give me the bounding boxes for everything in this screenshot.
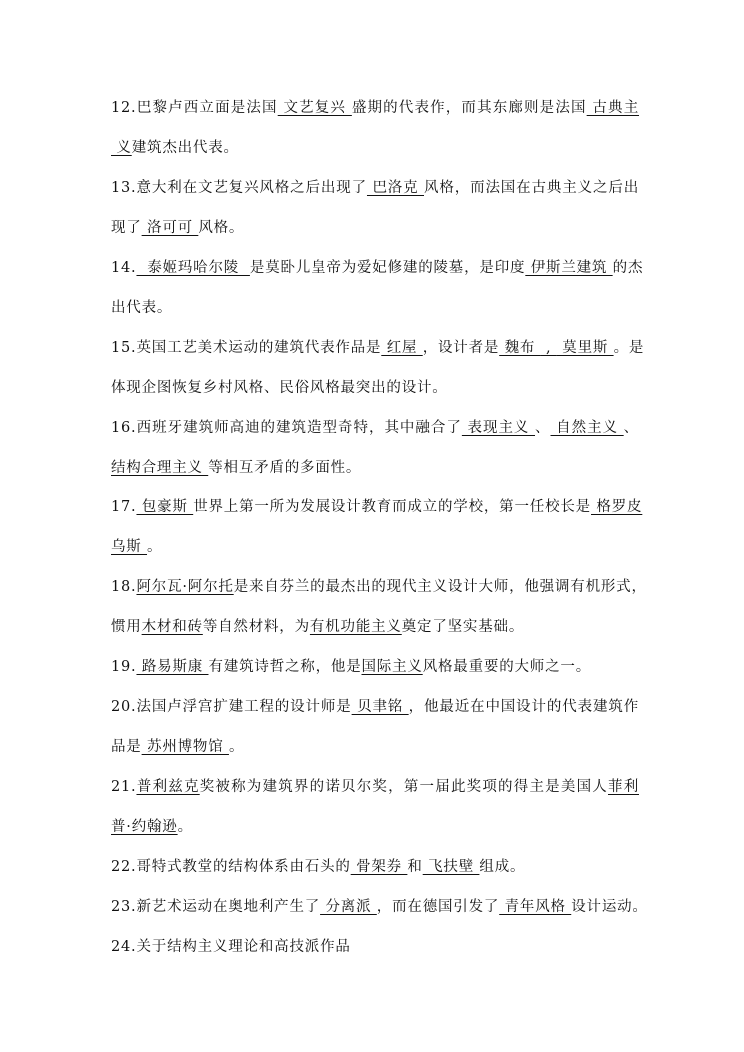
answer-blank: 普利兹克: [136, 779, 200, 795]
answer-blank: 伊斯兰建筑: [525, 260, 613, 276]
answer-blank: 结构合理主义: [111, 460, 209, 476]
question-text: ，而在德国引发了: [376, 899, 500, 915]
answer-blank: 苏州博物馆: [141, 739, 229, 755]
question-number: 22.: [111, 859, 137, 875]
question-number: 21.: [111, 779, 137, 795]
answer-blank: 阿尔瓦·阿尔托: [136, 579, 234, 595]
question-text: 关于结构主义理论和高技派作品: [136, 939, 351, 955]
answer-blank: 普·约翰逊: [111, 819, 178, 835]
q21-line-2: [111, 817, 639, 837]
question-text: 是莫卧儿皇帝为爱妃修建的陵墓，是印度: [249, 260, 526, 276]
question-text: 英国工艺美术运动的建筑代表作品是: [136, 340, 382, 356]
q17-line-2: [111, 537, 639, 557]
question-text: 。是: [613, 340, 645, 356]
answer-blank: 文艺复兴: [277, 100, 352, 116]
question-number: 20.: [111, 699, 137, 715]
q14-line-2: [111, 298, 639, 318]
question-text: 等自然材料，为: [202, 619, 310, 635]
q20-line-2: [111, 737, 639, 757]
answer-separator: 、: [535, 420, 551, 436]
question-text: 等相互矛盾的多面性。: [208, 460, 362, 476]
question-text: 和: [407, 859, 423, 875]
question-text: 组成。: [479, 859, 526, 875]
q13-line-2: [111, 218, 639, 238]
question-number: 24.: [111, 939, 137, 955]
question-text: ，他最近在中国设计的代表建筑作: [408, 699, 640, 715]
answer-blank: 莫里斯: [556, 340, 614, 356]
answer-blank: 洛可可: [141, 220, 199, 236]
question-text: 哥特式教堂的结构体系由石头的: [136, 859, 351, 875]
answer-blank: 义: [111, 140, 132, 156]
answer-blank: 巴洛克: [366, 180, 424, 196]
q18-line-2: [111, 617, 639, 637]
question-text: 风格，而法国在古典主义之后出: [424, 180, 640, 196]
question-number: 17.: [111, 499, 137, 515]
question-text: 法国卢浮宫扩建工程的设计师是: [136, 699, 352, 715]
answer-blank: 有机功能主义: [309, 619, 402, 635]
q23-line-1: [111, 897, 648, 917]
question-text: 建筑杰出代表。: [131, 140, 239, 156]
question-text: 惯用: [111, 619, 142, 635]
question-text: 世界上第一所为发展设计教育而成立的学校，第一任校长是: [193, 499, 591, 515]
answer-blank: 古典主: [586, 100, 640, 116]
question-number: 15.: [111, 340, 137, 356]
question-text: 。: [147, 539, 163, 555]
q16-line-2: [111, 458, 639, 478]
question-text: 出代表。: [111, 300, 173, 316]
q12-line-2: [111, 138, 639, 158]
answer-blank: 木材和砖: [141, 619, 203, 635]
q20-line-1: [111, 697, 639, 717]
question-text: 奠定了坚实基础。: [401, 619, 525, 635]
question-text: 盛期的代表作，而其东廊则是法国: [351, 100, 587, 116]
answer-blank: 魏布: [499, 340, 541, 356]
question-text: 体现企图恢复乡村风格、民俗风格最突出的设计。: [111, 380, 448, 396]
answer-blank: 泰姬玛哈尔陵: [136, 260, 250, 276]
q12-line-1: [111, 98, 639, 118]
q15-line-1: [111, 338, 645, 358]
answer-blank: 格罗皮: [591, 499, 643, 515]
answer-blank: 分离派: [320, 899, 377, 915]
q16-line-1: [111, 418, 639, 438]
answer-blank: 乌斯: [111, 539, 148, 555]
answer-blank: 青年风格: [499, 899, 572, 915]
answer-separator: ,: [540, 340, 557, 356]
question-text: ，设计者是: [422, 340, 500, 356]
question-text: 的杰: [612, 260, 644, 276]
question-number: 16.: [111, 420, 137, 436]
question-number: 12.: [111, 100, 137, 116]
answer-blank: 骨架券: [350, 859, 408, 875]
answer-blank: 表现主义: [461, 420, 536, 436]
question-text: 巴黎卢西立面是法国: [136, 100, 278, 116]
answer-blank: 包豪斯: [136, 499, 194, 515]
question-text: 现了: [111, 220, 142, 236]
question-text: 风格最重要的大师之一。: [422, 659, 592, 675]
question-text: 有建筑诗哲之称，他是: [208, 659, 362, 675]
question-text: 。: [228, 739, 245, 755]
question-text: 奖被称为建筑界的诺贝尔奖，第一届此奖项的得主是美国人: [199, 779, 608, 795]
question-number: 14.: [111, 260, 137, 276]
answer-blank: 贝聿铭: [351, 699, 409, 715]
q14-line-1: [111, 258, 644, 278]
answer-blank: 飞扶壁: [422, 859, 480, 875]
q21-line-1: [111, 777, 639, 797]
answer-blank: 自然主义: [550, 420, 624, 436]
q17-line-1: [111, 497, 643, 517]
q19-line-1: [111, 657, 639, 677]
question-text: 设计运动。: [571, 899, 648, 915]
answer-blank: 红屋: [381, 340, 423, 356]
question-text: 是来自芬兰的最杰出的现代主义设计大师，他强调有机形式，: [233, 579, 647, 595]
q22-line-1: [111, 857, 639, 877]
question-text: 新艺术运动在奥地利产生了: [136, 899, 321, 915]
question-text: 西班牙建筑师高迪的建筑造型奇特，其中融合了: [136, 420, 462, 436]
question-text: 风格。: [198, 220, 245, 236]
question-number: 23.: [111, 899, 137, 915]
q15-line-2: [111, 378, 639, 398]
question-text: 意大利在文艺复兴风格之后出现了: [136, 180, 367, 196]
q24-line-1: [111, 937, 639, 957]
question-number: 19.: [111, 659, 137, 675]
q18-line-1: [111, 577, 647, 597]
question-number: 18.: [111, 579, 137, 595]
question-text: 品是: [111, 739, 142, 755]
q13-line-1: [111, 178, 639, 198]
question-number: 13.: [111, 180, 137, 196]
answer-blank: 菲利: [607, 779, 639, 795]
answer-blank: 国际主义: [361, 659, 423, 675]
question-text: 。: [177, 819, 193, 835]
answer-separator: 、: [623, 420, 639, 436]
answer-blank: 路易斯康: [136, 659, 209, 675]
